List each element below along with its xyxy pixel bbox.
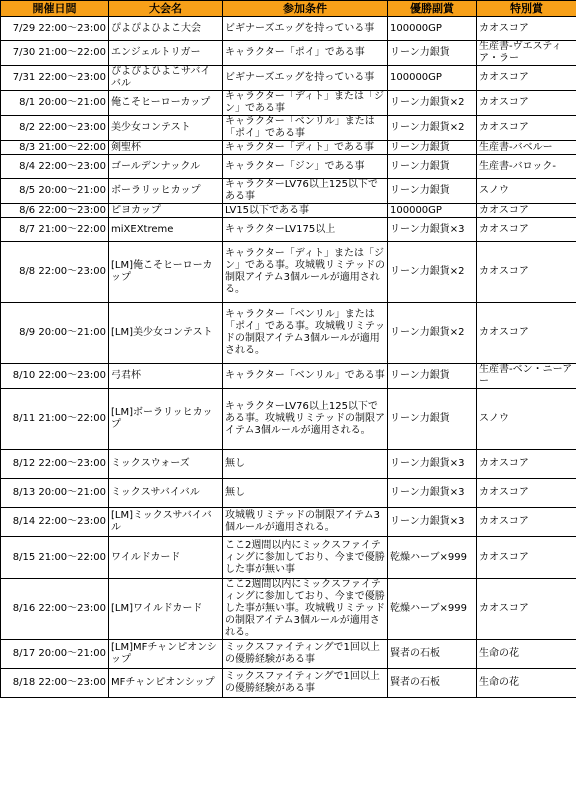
name-cell: miXEXtreme <box>109 218 223 242</box>
date-cell: 8/9 20:00～21:00 <box>1 303 109 364</box>
special-prize-cell: 生産書-バロック- <box>477 155 576 179</box>
conditions-cell: 攻城戦リミテッドの制限アイテム3個ルールが適用される。 <box>223 508 388 537</box>
winner-prize-cell: リーン力銀貨×2 <box>388 303 477 364</box>
winner-prize-cell: 100000GP <box>388 17 477 41</box>
conditions-cell: キャラクターLV175以上 <box>223 218 388 242</box>
date-cell: 8/5 20:00～21:00 <box>1 179 109 204</box>
name-cell: ぴよぴよひよこサバイバル <box>109 66 223 91</box>
conditions-cell: ここ2週間以内にミックスファイティングに参加しており、今まで優勝した事が無い事 <box>223 537 388 579</box>
winner-prize-cell: リーン力銀貨×3 <box>388 508 477 537</box>
date-cell: 8/11 21:00～22:00 <box>1 389 109 450</box>
special-prize-cell: スノウ <box>477 389 576 450</box>
winner-prize-cell: リーン力銀貨×3 <box>388 450 477 479</box>
date-cell: 8/6 22:00～23:00 <box>1 204 109 218</box>
winner-prize-cell: リーン力銀貨×2 <box>388 242 477 303</box>
winner-prize-cell: リーン力銀貨×2 <box>388 91 477 116</box>
name-cell: [LM]MFチャンピオンシップ <box>109 640 223 669</box>
header-date: 開催日閊 <box>1 1 109 17</box>
conditions-cell: キャラクター「ディト」または「ジン」である事 <box>223 91 388 116</box>
name-cell: [LM]ワイルドカード <box>109 579 223 640</box>
winner-prize-cell: リーン力銀貨 <box>388 364 477 389</box>
winner-prize-cell: リーン力銀貨 <box>388 141 477 155</box>
special-prize-cell: カオスコア <box>477 204 576 218</box>
table-row <box>1 41 576 66</box>
conditions-cell: キャラクター「ベンリル」または「ポイ」である事 <box>223 116 388 141</box>
winner-prize-cell: 乾燥ハーブ×999 <box>388 537 477 579</box>
conditions-cell: キャラクターLV76以上125以下である事。攻城戦リミテッドの制限アイテム3個ルールが適用される。 <box>223 389 388 450</box>
date-cell: 8/15 21:00～22:00 <box>1 537 109 579</box>
name-cell: MFチャンピオンシップ <box>109 669 223 698</box>
table-row <box>1 141 576 155</box>
date-cell: 8/1 20:00～21:00 <box>1 91 109 116</box>
conditions-cell: キャラクターLV76以上125以下である事 <box>223 179 388 204</box>
name-cell: 俺こそヒーローカップ <box>109 91 223 116</box>
special-prize-cell: 生産書-バベルー <box>477 141 576 155</box>
conditions-cell: ミックスファイティングで1回以上の優勝経験がある事 <box>223 640 388 669</box>
name-cell: ボーラリッヒカップ <box>109 179 223 204</box>
special-prize-cell: 生産書-ベン・ニーアー <box>477 364 576 389</box>
special-prize-cell: 生産書-ヴエスティア・ラー <box>477 41 576 66</box>
table-row <box>1 17 576 41</box>
conditions-cell: ビギナーズエッグを持っている事 <box>223 66 388 91</box>
winner-prize-cell: リーン力銀貨×2 <box>388 116 477 141</box>
conditions-cell: ここ2週間以内にミックスファイティングに参加しており、今まで優勝した事が無い事。攻城戦リミテッドの制限アイテム3個ルールが適用される。 <box>223 579 388 640</box>
conditions-cell: キャラクター「ポイ」である事 <box>223 41 388 66</box>
winner-prize-cell: リーン力銀貨 <box>388 155 477 179</box>
special-prize-cell: 生命の花 <box>477 669 576 698</box>
name-cell: [LM]ボーラリッヒカップ <box>109 389 223 450</box>
name-cell: 弓君杯 <box>109 364 223 389</box>
special-prize-cell: カオスコア <box>477 91 576 116</box>
conditions-cell: ビギナーズエッグを持っている事 <box>223 17 388 41</box>
table-row <box>1 242 576 303</box>
table-row <box>1 579 576 640</box>
winner-prize-cell: リーン力銀貨 <box>388 179 477 204</box>
winner-prize-cell: リーン力銀貨×3 <box>388 479 477 508</box>
name-cell: ゴールデンナックル <box>109 155 223 179</box>
special-prize-cell: カオスコア <box>477 579 576 640</box>
winner-prize-cell: 100000GP <box>388 204 477 218</box>
table-row <box>1 479 576 508</box>
date-cell: 7/31 22:00～23:00 <box>1 66 109 91</box>
date-cell: 8/17 20:00～21:00 <box>1 640 109 669</box>
table-row <box>1 204 576 218</box>
name-cell: ピヨカップ <box>109 204 223 218</box>
date-cell: 7/30 21:00～22:00 <box>1 41 109 66</box>
winner-prize-cell: 乾燥ハーブ×999 <box>388 579 477 640</box>
conditions-cell: キャラクター「ディト」または「ジン」である事。攻城戦リミテッドの制限アイテム3個ルールが適用される。 <box>223 242 388 303</box>
special-prize-cell: カオスコア <box>477 218 576 242</box>
conditions-cell: 無し <box>223 450 388 479</box>
date-cell: 8/14 22:00～23:00 <box>1 508 109 537</box>
table-row <box>1 389 576 450</box>
special-prize-cell: カオスコア <box>477 242 576 303</box>
name-cell: エンジェルトリガー <box>109 41 223 66</box>
date-cell: 8/16 22:00～23:00 <box>1 579 109 640</box>
winner-prize-cell: リーン力銀貨 <box>388 41 477 66</box>
winner-prize-cell: 賢者の石板 <box>388 669 477 698</box>
table-row <box>1 303 576 364</box>
name-cell: ワイルドカード <box>109 537 223 579</box>
conditions-cell: キャラクター「ベンリル」または「ポイ」である事。攻城戦リミテッドの制限アイテム3個ルールが適用される。 <box>223 303 388 364</box>
table-row <box>1 218 576 242</box>
name-cell: 剣聖杯 <box>109 141 223 155</box>
winner-prize-cell: 100000GP <box>388 66 477 91</box>
date-cell: 8/18 22:00～23:00 <box>1 669 109 698</box>
special-prize-cell: カオスコア <box>477 17 576 41</box>
table-row <box>1 640 576 669</box>
name-cell: ミックスウォーズ <box>109 450 223 479</box>
name-cell: [LM]俺こそヒーローカップ <box>109 242 223 303</box>
table-row <box>1 66 576 91</box>
date-cell: 8/2 22:00～23:00 <box>1 116 109 141</box>
header-winner-prize: 優勝副賞 <box>388 1 477 17</box>
conditions-cell: LV15以下である事 <box>223 204 388 218</box>
table-row <box>1 537 576 579</box>
table-row <box>1 116 576 141</box>
conditions-cell: キャラクター「ベンリル」である事 <box>223 364 388 389</box>
winner-prize-cell: 賢者の石板 <box>388 640 477 669</box>
name-cell: [LM]美少女コンテスト <box>109 303 223 364</box>
date-cell: 7/29 22:00～23:00 <box>1 17 109 41</box>
date-cell: 8/3 21:00～22:00 <box>1 141 109 155</box>
table-row <box>1 155 576 179</box>
date-cell: 8/10 22:00～23:00 <box>1 364 109 389</box>
conditions-cell: キャラクター「ジン」である事 <box>223 155 388 179</box>
special-prize-cell: カオスコア <box>477 508 576 537</box>
name-cell: 美少女コンテスト <box>109 116 223 141</box>
table-row <box>1 91 576 116</box>
header-tournament-name: 大会名 <box>109 1 223 17</box>
special-prize-cell: カオスコア <box>477 450 576 479</box>
date-cell: 8/8 22:00～23:00 <box>1 242 109 303</box>
special-prize-cell: カオスコア <box>477 479 576 508</box>
date-cell: 8/7 21:00～22:00 <box>1 218 109 242</box>
conditions-cell: 無し <box>223 479 388 508</box>
table-row <box>1 450 576 479</box>
table-row <box>1 364 576 389</box>
header-special-prize: 特別賞 <box>477 1 576 17</box>
special-prize-cell: カオスコア <box>477 303 576 364</box>
table-row <box>1 179 576 204</box>
date-cell: 8/12 22:00～23:00 <box>1 450 109 479</box>
winner-prize-cell: リーン力銀貨 <box>388 389 477 450</box>
date-cell: 8/4 22:00～23:00 <box>1 155 109 179</box>
header-conditions: 参加条件 <box>223 1 388 17</box>
name-cell: [LM]ミックスサバイバル <box>109 508 223 537</box>
name-cell: ぴよぴよひよこ大会 <box>109 17 223 41</box>
table-row <box>1 508 576 537</box>
special-prize-cell: カオスコア <box>477 116 576 141</box>
special-prize-cell: カオスコア <box>477 537 576 579</box>
conditions-cell: ミックスファイティングで1回以上の優勝経験がある事 <box>223 669 388 698</box>
conditions-cell: キャラクター「ディト」である事 <box>223 141 388 155</box>
date-cell: 8/13 20:00～21:00 <box>1 479 109 508</box>
header-row <box>1 1 576 17</box>
table-row <box>1 669 576 698</box>
special-prize-cell: 生命の花 <box>477 640 576 669</box>
special-prize-cell: カオスコア <box>477 66 576 91</box>
winner-prize-cell: リーン力銀貨×3 <box>388 218 477 242</box>
name-cell: ミックスサバイバル <box>109 479 223 508</box>
special-prize-cell: スノウ <box>477 179 576 204</box>
